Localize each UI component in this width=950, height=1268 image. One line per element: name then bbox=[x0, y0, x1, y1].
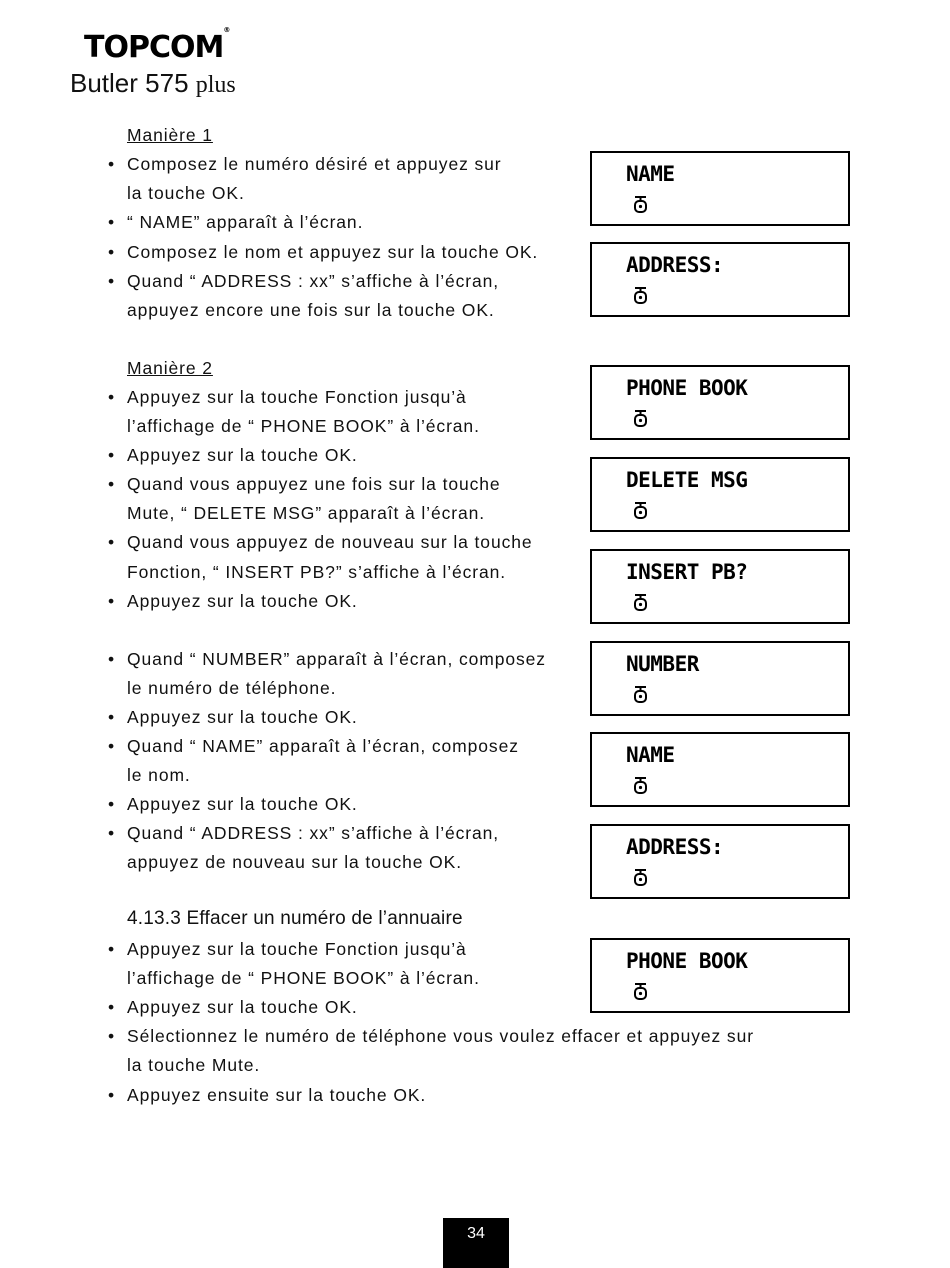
list-item-text: Quand vous appuyez de nouveau sur la touche bbox=[127, 532, 533, 552]
lcd-text: ADDRESS: bbox=[626, 253, 724, 277]
lcd-text: NAME bbox=[626, 162, 675, 186]
trademark-symbol: ® bbox=[223, 26, 230, 34]
bullet: • bbox=[108, 736, 116, 756]
list-item-continuation: Fonction, “ INSERT PB?” s’affiche à l’écran. bbox=[127, 562, 507, 582]
list-item-continuation: le nom. bbox=[127, 765, 191, 785]
handset-icon bbox=[632, 980, 649, 1002]
list-item bbox=[108, 242, 539, 262]
list-item bbox=[108, 794, 358, 814]
bullet: • bbox=[108, 474, 116, 494]
product-suffix: plus bbox=[195, 72, 236, 98]
lcd-text: ADDRESS: bbox=[626, 835, 724, 859]
lcd-display bbox=[590, 938, 850, 1013]
handset-icon bbox=[632, 193, 649, 215]
bullet: • bbox=[108, 242, 116, 262]
bullet: • bbox=[108, 794, 116, 814]
handset-icon bbox=[632, 866, 649, 888]
list-item-text: Appuyez sur la touche OK. bbox=[127, 794, 358, 814]
lcd-text: NUMBER bbox=[626, 652, 699, 676]
list-item-text: Composez le nom et appuyez sur la touche OK. bbox=[127, 242, 539, 262]
lcd-text: INSERT PB? bbox=[626, 560, 748, 584]
bullet: • bbox=[108, 445, 116, 465]
bullet: • bbox=[108, 271, 116, 291]
lcd-display bbox=[590, 732, 850, 807]
brand-logo bbox=[84, 26, 230, 65]
list-item bbox=[108, 649, 546, 669]
method-1-heading: Manière 1 bbox=[127, 125, 213, 145]
handset-icon bbox=[632, 284, 649, 306]
list-item-text: Appuyez sur la touche OK. bbox=[127, 997, 358, 1017]
lcd-display bbox=[590, 151, 850, 226]
lcd-display bbox=[590, 824, 850, 899]
list-item-continuation: appuyez de nouveau sur la touche OK. bbox=[127, 852, 462, 872]
list-item-continuation: l’affichage de “ PHONE BOOK” à l’écran. bbox=[127, 416, 480, 436]
lcd-display bbox=[590, 641, 850, 716]
lcd-text: PHONE BOOK bbox=[626, 376, 748, 400]
product-name bbox=[70, 68, 236, 99]
list-item-continuation: la touche Mute. bbox=[127, 1055, 261, 1075]
list-item-text: Appuyez ensuite sur la touche OK. bbox=[127, 1085, 427, 1105]
bullet: • bbox=[108, 649, 116, 669]
list-item-text: Quand “ ADDRESS : xx” s’affiche à l’écran, bbox=[127, 271, 500, 291]
bullet: • bbox=[108, 997, 116, 1017]
list-item-text: Appuyez sur la touche OK. bbox=[127, 707, 358, 727]
handset-icon bbox=[632, 591, 649, 613]
list-item bbox=[108, 445, 358, 465]
bullet: • bbox=[108, 387, 116, 407]
list-item-text: Appuyez sur la touche OK. bbox=[127, 591, 358, 611]
list-item-continuation: la touche OK. bbox=[127, 183, 245, 203]
bullet: • bbox=[108, 823, 116, 843]
bullet: • bbox=[108, 1026, 116, 1046]
handset-icon bbox=[632, 499, 649, 521]
lcd-text: DELETE MSG bbox=[626, 468, 748, 492]
list-item-text: Composez le numéro désiré et appuyez sur bbox=[127, 154, 502, 174]
lcd-display bbox=[590, 457, 850, 532]
list-item bbox=[108, 736, 519, 756]
list-item-text: Quand “ ADDRESS : xx” s’affiche à l’écran, bbox=[127, 823, 500, 843]
page-number: 34 bbox=[443, 1218, 509, 1268]
product-title: Butler 575 bbox=[70, 68, 189, 98]
list-item bbox=[108, 1026, 754, 1046]
lcd-text: NAME bbox=[626, 743, 675, 767]
list-item-text: Quand “ NUMBER” apparaît à l’écran, composez bbox=[127, 649, 546, 669]
list-item bbox=[108, 939, 467, 959]
handset-icon bbox=[632, 774, 649, 796]
bullet: • bbox=[108, 707, 116, 727]
bullet: • bbox=[108, 212, 116, 232]
list-item-continuation: Mute, “ DELETE MSG” apparaît à l’écran. bbox=[127, 503, 485, 523]
section-heading: 4.13.3 Effacer un numéro de l’annuaire bbox=[127, 908, 463, 929]
list-item-text: “ NAME” apparaît à l’écran. bbox=[127, 212, 364, 232]
list-item bbox=[108, 154, 502, 174]
bullet: • bbox=[108, 591, 116, 611]
list-item-text: Sélectionnez le numéro de téléphone vous voulez effacer et appuyez sur bbox=[127, 1026, 754, 1046]
list-item bbox=[108, 212, 364, 232]
list-item-text: Appuyez sur la touche Fonction jusqu’à bbox=[127, 387, 467, 407]
list-item bbox=[108, 474, 501, 494]
list-item bbox=[108, 591, 358, 611]
list-item-continuation: le numéro de téléphone. bbox=[127, 678, 337, 698]
list-item bbox=[108, 387, 467, 407]
list-item-text: Appuyez sur la touche OK. bbox=[127, 445, 358, 465]
list-item bbox=[108, 823, 500, 843]
bullet: • bbox=[108, 939, 116, 959]
list-item bbox=[108, 997, 358, 1017]
list-item-continuation: appuyez encore une fois sur la touche OK. bbox=[127, 300, 495, 320]
brand-name: TOPCOM bbox=[84, 30, 224, 65]
handset-icon bbox=[632, 683, 649, 705]
bullet: • bbox=[108, 532, 116, 552]
list-item-text: Quand vous appuyez une fois sur la touche bbox=[127, 474, 501, 494]
list-item bbox=[108, 1085, 427, 1105]
list-item bbox=[108, 271, 500, 291]
lcd-display bbox=[590, 242, 850, 317]
list-item-continuation: l’affichage de “ PHONE BOOK” à l’écran. bbox=[127, 968, 480, 988]
lcd-display bbox=[590, 365, 850, 440]
bullet: • bbox=[108, 154, 116, 174]
handset-icon bbox=[632, 407, 649, 429]
lcd-display bbox=[590, 549, 850, 624]
lcd-text: PHONE BOOK bbox=[626, 949, 748, 973]
list-item bbox=[108, 532, 533, 552]
method-2-heading: Manière 2 bbox=[127, 358, 213, 378]
list-item bbox=[108, 707, 358, 727]
list-item-text: Quand “ NAME” apparaît à l’écran, composez bbox=[127, 736, 519, 756]
list-item-text: Appuyez sur la touche Fonction jusqu’à bbox=[127, 939, 467, 959]
bullet: • bbox=[108, 1085, 116, 1105]
